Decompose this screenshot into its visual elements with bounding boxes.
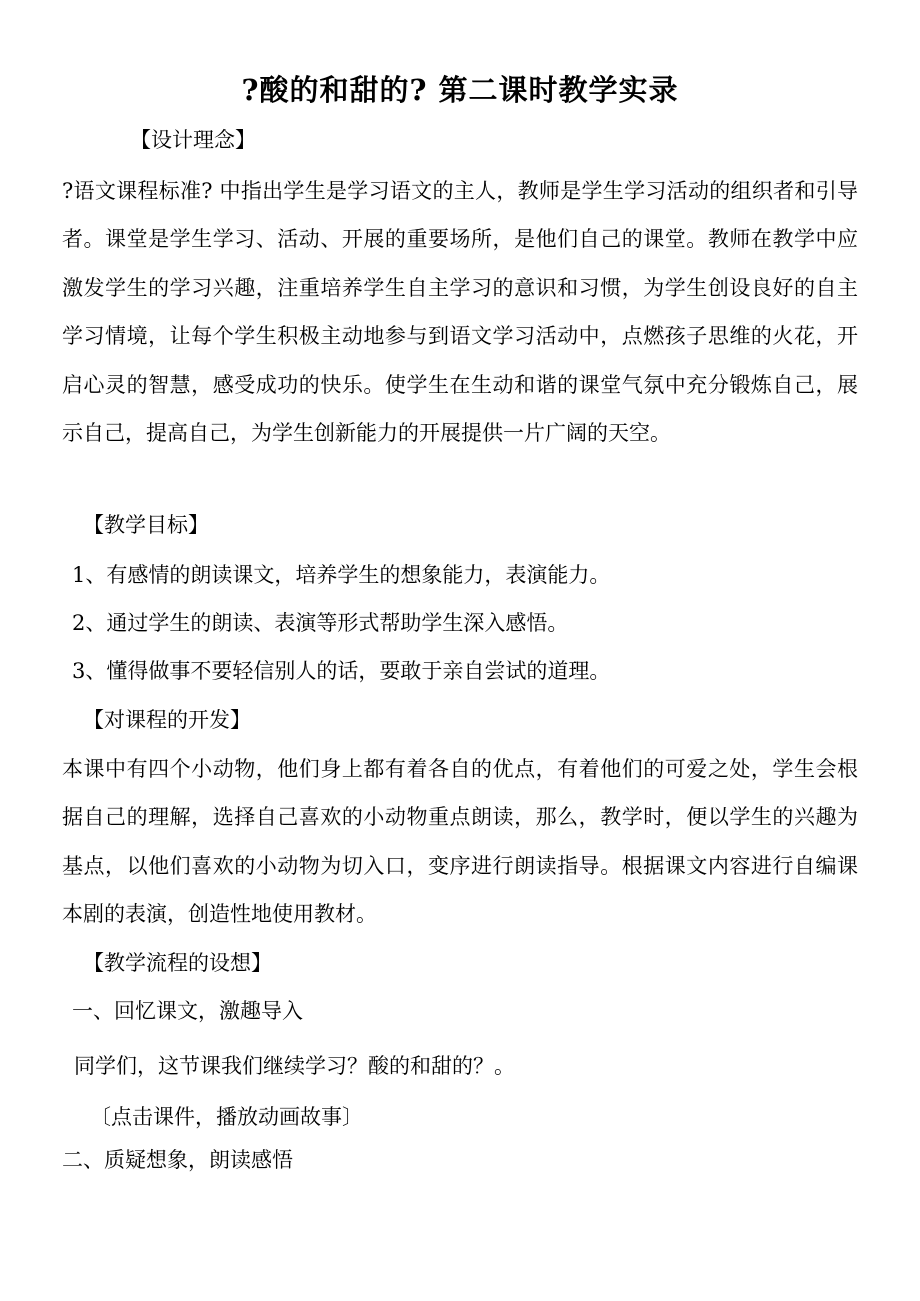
flow-step-1-text: 同学们，这节课我们继续学习？酸的和甜的？。 — [74, 1054, 515, 1078]
document-title: ?酸的和甜的? 第二课时教学实录 — [241, 73, 679, 107]
flow-step-1-note: 〔点击课件，播放动画故事〕 — [90, 1105, 363, 1129]
flow-heading: 【教学流程的设想】 — [83, 951, 272, 975]
goal-item-3: 3、懂得做事不要轻信别人的话，要敢于亲自尝试的道理。 — [72, 659, 611, 683]
development-heading: 【对课程的开发】 — [83, 708, 251, 732]
goal-item-1: 1、有感情的朗读课文，培养学生的想象能力，表演能力。 — [72, 563, 611, 587]
design-paragraph: ?语文课程标准? 中指出学生是学习语文的主人，教师是学生学习活动的组织者和引导者。课堂是学生学习、活动、开展的重要场所，是他们自己的课堂。教师在教学中应激发学生的学习兴趣，注重培养学生自主学习的意识和习惯，为学生创设良好的自主学习情境，让每个学生积极主动地参与到语文学习活动中，点燃孩子思维的火花，开启心灵的智慧，感受成功的快乐。使学生在生动和谐的课堂气氛中充分锻炼自己，展示自己，提高自己，为学生创新能力的开展提供一片广阔的天空。 — [62, 179, 858, 446]
development-paragraph: 本课中有四个小动物，他们身上都有着各自的优点，有着他们的可爱之处，学生会根据自己的理解，选择自己喜欢的小动物重点朗读，那么，教学时，便以学生的兴趣为基点，以他们喜欢的小动物为切入口，变序进行朗读指导。根据课文内容进行自编课本剧的表演，创造性地使用教材。 — [62, 757, 858, 927]
goal-item-2: 2、通过学生的朗读、表演等形式帮助学生深入感悟。 — [72, 611, 569, 635]
goals-heading: 【教学目标】 — [83, 513, 209, 537]
flow-step-1: 一、回忆课文，激趣导入 — [72, 999, 303, 1023]
design-heading: 【设计理念】 — [130, 128, 256, 152]
flow-step-2: 二、质疑想象，朗读感悟 — [62, 1148, 293, 1172]
